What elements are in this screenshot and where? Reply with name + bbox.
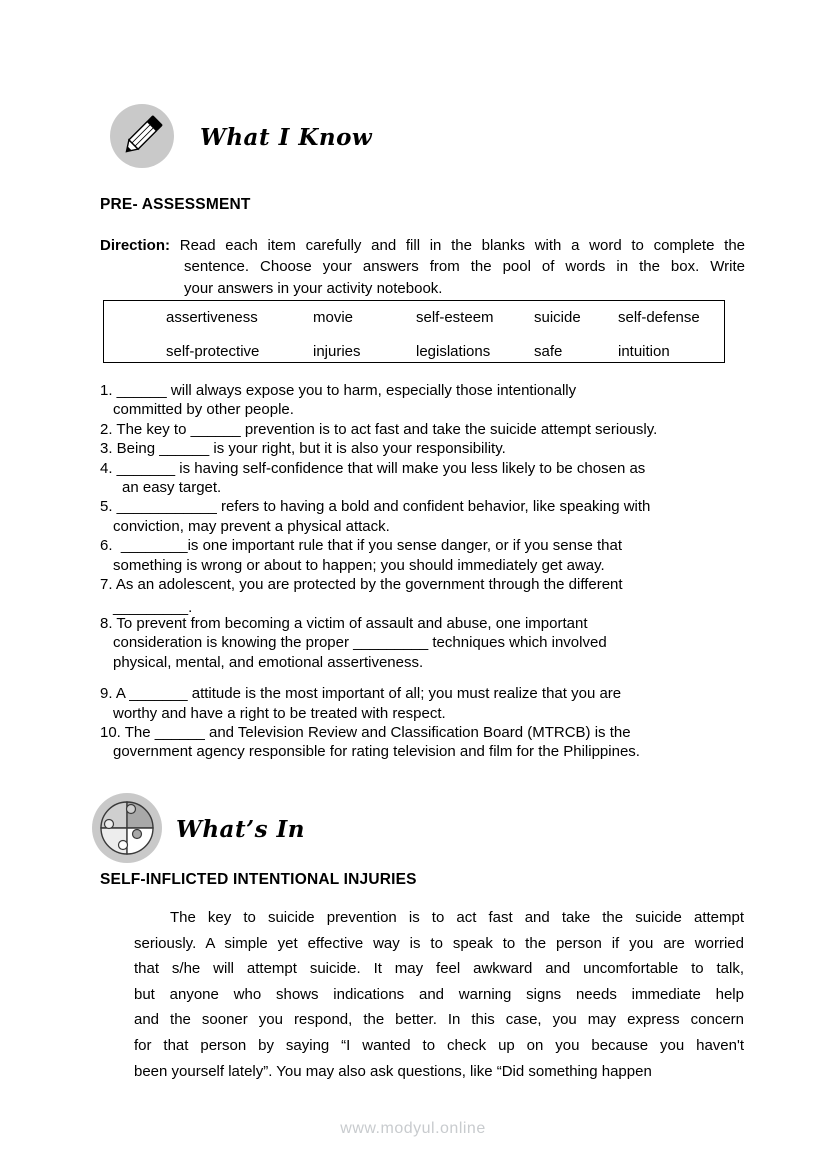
section-title-what-i-know: What I Know (200, 124, 373, 151)
direction-block (100, 235, 745, 299)
question-line: committed by other people. (113, 401, 294, 419)
pool-word: intuition (618, 342, 670, 360)
pool-word: assertiveness (166, 309, 258, 326)
watermark: www.modyul.online (340, 1120, 486, 1137)
question-line: something is wrong or about to happen; you should immediately get away. (113, 556, 605, 574)
question-list (100, 381, 760, 762)
direction-line (100, 235, 745, 256)
direction-line: sentence. Choose your answers from the pool of words in the box. Write (184, 258, 745, 276)
question-line: conviction, may prevent a physical attack. (113, 517, 390, 535)
what-i-know-header (110, 104, 372, 172)
section-title-whats-in: What’s In (176, 816, 306, 843)
pool-word: movie (313, 309, 354, 326)
question-line: government agency responsible for rating television and film for the Philippines. (113, 743, 640, 761)
question-line: 4. _______ is having self-confidence that will make you less likely to be chosen as (100, 459, 646, 477)
question-line: _________. (113, 599, 193, 617)
paragraph-line: and the sooner you respond, the better. In this case, you may express concern (134, 1011, 744, 1029)
pool-word: injuries (313, 342, 361, 360)
question-line: 6. ________is one important rule that if you sense danger, or if you sense that (100, 537, 623, 555)
paragraph-line: for that person by saying “I wanted to check up on you because you haven't (134, 1036, 744, 1054)
question-line: 3. Being ______ is your right, but it is also your responsibility. (100, 440, 506, 458)
question-line: 7. As an adolescent, you are protected by the government through the different (100, 576, 623, 594)
direction-text: Read each item carefully and fill in the blanks with a word to complete the (179, 237, 746, 254)
paragraph-line: seriously. A simple yet effective way is to speak to the person if you are worried (134, 934, 744, 952)
question-line: 2. The key to ______ prevention is to act fast and take the suicide attempt seriously. (100, 420, 658, 438)
pre-assessment-heading: PRE- ASSESSMENT (100, 196, 251, 213)
direction-line: your answers in your activity notebook. (184, 279, 443, 297)
pool-word: safe (534, 342, 563, 360)
question-line: 1. ______ will always expose you to harm, especially those intentionally (100, 382, 577, 399)
paragraph-line: that s/he will attempt suicide. It may feel awkward and uncomfortable to talk, (134, 960, 744, 978)
self-inflicted-heading: SELF-INFLICTED INTENTIONAL INJURIES (100, 871, 417, 888)
whats-in-paragraph (134, 905, 744, 1084)
question-line: 8. To prevent from becoming a victim of assault and abuse, one important (100, 614, 588, 632)
question-line: 10. The ______ and Television Review and Classification Board (MTRCB) is the (100, 723, 631, 741)
pool-word: self-defense (618, 309, 700, 326)
question-line: 5. ____________ refers to having a bold and confident behavior, like speaking with (100, 498, 651, 516)
paragraph-line: but anyone who shows indications and warning signs needs immediate help (134, 985, 744, 1003)
question-line: worthy and have a right to be treated with respect. (113, 704, 446, 722)
question-line: an easy target. (122, 479, 222, 497)
pool-word: self-protective (166, 342, 260, 360)
direction-label: Direction: (100, 237, 171, 254)
pencil-icon (110, 104, 174, 172)
question-line: consideration is knowing the proper _________ techniques which involved (113, 634, 607, 652)
pool-word: self-esteem (416, 309, 494, 326)
whats-in-header (92, 793, 305, 867)
word-pool-box (103, 300, 725, 363)
paragraph-line: The key to suicide prevention is to act fast and take the suicide attempt (170, 909, 744, 926)
puzzle-icon (92, 793, 162, 867)
pool-word: legislations (416, 342, 491, 360)
question-line: 9. A _______ attitude is the most important of all; you must realize that you are (100, 685, 622, 703)
question-line: physical, mental, and emotional assertiveness. (113, 653, 424, 671)
paragraph-line: been yourself lately”. You may also ask questions, like “Did something happen (134, 1062, 652, 1080)
pool-word: suicide (534, 309, 581, 326)
